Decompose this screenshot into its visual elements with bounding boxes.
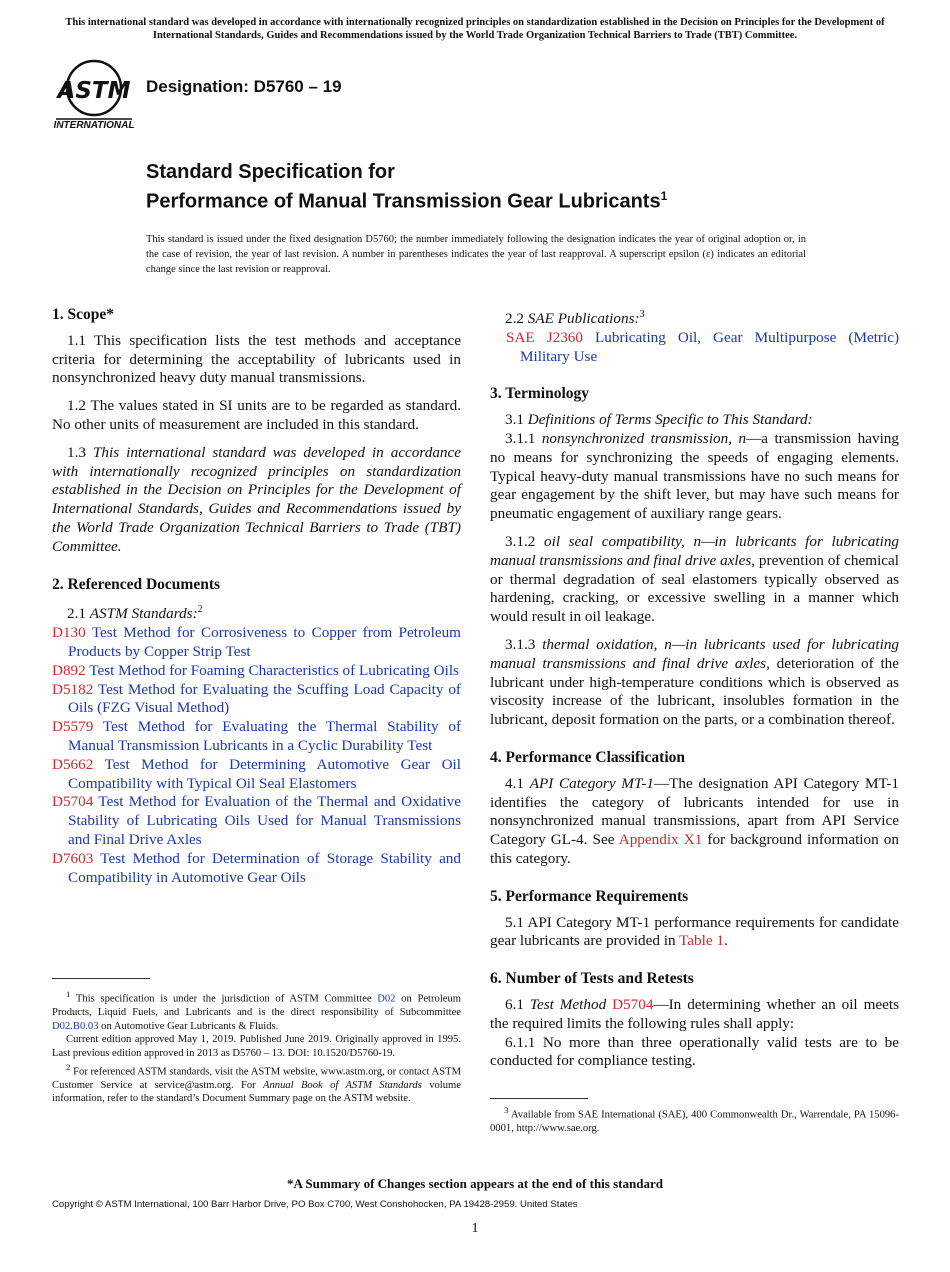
designation: Designation: D5760 – 19 [146,77,342,96]
logo-mark: ASTM [57,78,131,104]
para-4-1: 4.1 API Category MT-1—The designation API Category MT-1 identifies the category of lubricants intended for use in nonsynchronized manual transmissions, apart from API Service Category GL-4. See Appendix X1 for background information on this category. [490,774,899,867]
para-2-2: 2.2 SAE Publications:$^3$ [505,309,645,328]
title-line-2: Performance of Manual Transmission Gear Lubricants [146,190,661,213]
footnotes-right [490,1104,899,1136]
para-3-1: 3.1 Definitions of Terms Specific to This Standard: [505,411,813,429]
section-5-heading: 5. Performance Requirements [490,887,689,905]
para-6-1-1: 6.1.1 No more than three operationally valid tests are to be conducted for compliance testing. [490,1033,899,1070]
ref-sae-j2360[interactable]: SAE J2360 Lubricating Oil, Gear Multipurpose (Metric) Military Use [506,328,900,365]
left-column [52,306,461,887]
footnote-2: $^2$ For referenced ASTM standards, visit the ASTM website, www.astm.org, or contact ASTM Customer Service at service@astm.org. For Annual Book of ASTM Standards volume information, refer to the standard’s Document Summary page on the ASTM website. [52,1061,461,1105]
ref-d5182[interactable]: D5182 Test Method for Evaluating the Scuffing Load Capacity of Oils (FZG Visual Method) [52,680,461,717]
link-appendix-x1[interactable]: Appendix X1 [618,831,703,849]
ref-d5704[interactable]: D5704 Test Method for Evaluation of the Thermal and Oxidative Stability of Lubricating Oils Used for Manual Transmissions and Final Drive Axles [52,793,461,848]
summary-of-changes-note: *A Summary of Changes section appears at the end of this standard [287,1176,663,1191]
link-d02-b0-03[interactable]: D02.B0.03 [52,1020,99,1032]
ref-d130[interactable]: D130 Test Method for Corrosiveness to Copper from Petroleum Products by Copper Strip Test [52,624,461,661]
footnote-divider-left [52,978,150,979]
link-d02[interactable]: D02 [377,993,396,1005]
section-6-heading: 6. Number of Tests and Retests [490,970,694,988]
issuance-note: This standard is issued under the fixed designation D5760; the number immediately following the designation indicates the year of original adoption or, in the case of revision, the year of last revision. A number in parentheses indicates the year of last reapproval. A superscript epsilon (ε) indicates an editorial change since the last revision or reapproval. [146,234,806,275]
logo-subtitle: INTERNATIONAL [54,120,134,131]
footnote-1-edition: Current edition approved May 1, 2019. Published June 2019. Originally approved in 1995. Last previous edition approved in 2013 as D5760 – 13. DOI: 10.1520/D5760-19. [52,1034,461,1059]
para-5-1: 5.1 API Category MT-1 performance requirements for candidate gear lubricants are provided in Table 1. [490,913,899,950]
section-1-heading: 1. Scope* [52,306,114,323]
link-table-1[interactable]: Table 1 [679,932,724,950]
ref-d5662[interactable]: D5662 Test Method for Determining Automotive Gear Oil Compatibility with Typical Oil Seal Elastomers [52,755,461,792]
footnote-3: $^3$ Available from SAE International (SAE), 400 Commonwealth Dr., Warrendale, PA 15096-0001, http://www.sae.org. [490,1105,899,1135]
document-title [146,160,667,214]
footnote-divider-right [490,1098,588,1099]
right-column [490,306,899,1071]
para-1-1: 1.1 This specification lists the test methods and acceptance criteria for determining the acceptability of lubricants used in nonsynchronized heavy duty manual transmissions. [52,331,461,387]
para-1-3: 1.3 This international standard was developed in accordance with internationally recognized principles on standardization established in the Decision on Principles for the Development of International Standards, Guides and Recommendations issued by the World Trade Organization Technical Barriers to Trade (TBT) Committee. [52,443,462,555]
section-2-heading: 2. Referenced Documents [52,575,221,593]
para-2-1: 2.1 ASTM Standards:$^2$ [67,604,203,623]
astm-reference-list [52,624,461,887]
footnote-1: $^1$ This specification is under the jurisdiction of ASTM Committee D02 on Petroleum Products, Liquid Fuels, and Lubricants and is the direct responsibility of Subcommittee D02.B0.03 on Automotive Gear Lubricants & Fluids. [52,989,462,1032]
astm-logo-icon [54,56,134,132]
ref-d892[interactable]: D892 Test Method for Foaming Characteristics of Lubricating Oils [52,661,459,679]
section-4-heading: 4. Performance Classification [490,749,685,766]
para-6-1: 6.1 Test Method D5704—In determining whether an oil meets the required limits the following rules shall apply: [490,995,899,1032]
para-3-1-1: 3.1.1 nonsynchronized transmission, n—a transmission having no means for synchronizing the speeds of engaging elements. Typical heavy-duty manual transmissions have no such means for gear engagement by the shift lever, but may have such means for pneumatic engagement of auxiliary range gears. [490,430,899,523]
footnotes-left [52,988,461,1106]
ref-d5579[interactable]: D5579 Test Method for Evaluating the Thermal Stability of Manual Transmission Lubricants in a Cyclic Durability Test [52,718,461,754]
top-notice: This international standard was developed in accordance with internationally recognized principles on standardization established in the Decision on Principles for the Development of International Standards, Guides and Recommendations issued by the World Trade Organization Technical Barriers to Trade (TBT) Committee. [65,17,885,41]
para-1-2: 1.2 The values stated in SI units are to be regarded as standard. No other units of measurement are included in this standard. [52,397,461,433]
title-line-1: Standard Specification for [146,161,395,183]
section-3-heading: 3. Terminology [490,385,590,403]
para-3-1-2: 3.1.2 oil seal compatibility, n—in lubricants for lubricating manual transmissions and final drive axles, prevention of chemical or thermal degradation of seal elastomers typically observed as hardening, cracking, or excessive swelling in a manner which would result in oil leakage. [490,533,900,626]
copyright: Copyright © ASTM International, 100 Barr Harbor Drive, PO Box C700, West Conshohocken, PA 19428-2959. United States [52,1199,578,1210]
link-d5704[interactable]: D5704 [612,995,654,1013]
ref-d7603[interactable]: D7603 Test Method for Determination of Storage Stability and Compatibility in Automotive Gear Oils [52,849,461,886]
para-3-1-3: 3.1.3 thermal oxidation, n—in lubricants used for lubricating manual transmissions and final drive axles, deterioration of the lubricant under high-temperature conditions which is observed as viscosity increase of the lubricant, insolubles formation in the lubricant, deposit formation on the parts, or a combination thereof. [490,636,900,729]
page-number: 1 [471,1221,479,1236]
title-footnote-mark: 1 [660,189,668,203]
